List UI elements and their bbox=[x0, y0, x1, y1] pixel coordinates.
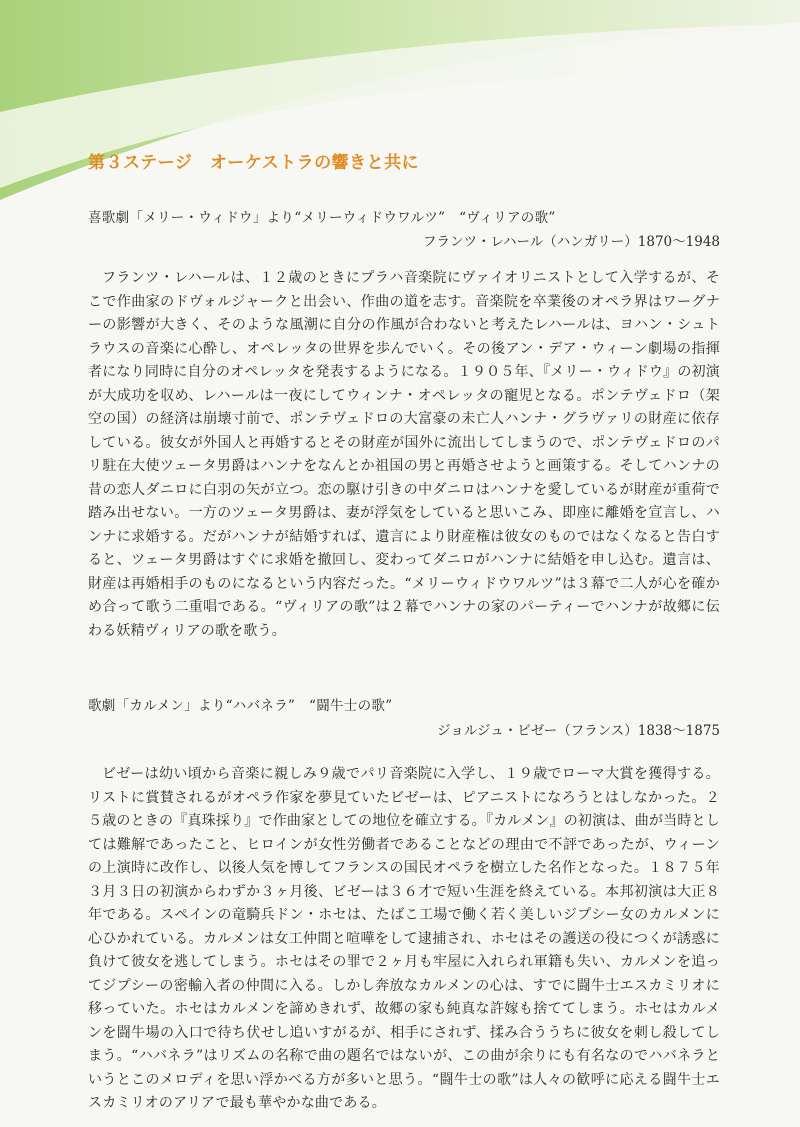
composer-lehar: フランツ・レハール（ハンガリー）1870〜1948 bbox=[423, 234, 720, 250]
description-merry-widow: フランツ・レハールは、１２歳のときにプラハ音楽院にヴァイオリニストとして入学するが、そこで作曲家のドヴォルジャークと出会い、作曲の道を志す。音楽院を卒業後のオペラ界はワーグナーの影響が大きく、そのような風潮に自分の作風が合わないと考えたレハールは、ヨハン・シュトラウスの音楽に心酔し、オペレッタの世界を歩んでいく。その後アン・デア・ウィーン劇場の指揮者になり同時に自分のオペレッタを発表するようになる。１９０５年、『メリー・ウィドウ』の初演が大成功を収め、レハールは一夜にしてウィンナ・オペレッタの寵児となる。ポンテヴェドロ（架空の国）の経済は崩壊寸前で、ポンテヴェドロの大富豪の未亡人ハンナ・グラヴァリの財産に依存している。彼女が外国人と再婚するとその財産が国外に流出してしまうので、ポンテヴェドロのパリ駐在大使ツェータ男爵はハンナをなんとか祖国の男と再婚させようと画策する。そしてハンナの昔の恋人ダニロに白羽の矢が立つ。恋の駆け引きの中ダニロはハンナを愛しているが財産が重荷で踏み出せない。一方のツェータ男爵は、妻が浮気をしていると思いこみ、即座に離婚を宣言し、ハンナに求婚する。だがハンナが結婚すれば、遺言により財産権は彼女のものではなくなると告白すると、ツェータ男爵はすぐに求婚を撤回し、変わってダニロがハンナに結婚を申し込む。遺言は、財産は再婚相手のものになるという内容だった。“メリーウィドウワルツ”は３幕で二人が心を確かめ合って歌う二重唱である。“ヴィリアの歌”は２幕でハンナの家のパーティーでハンナが故郷に伝わる妖精ヴィリアの歌を歌う。 bbox=[88, 270, 720, 639]
description-carmen: ビゼーは幼い頃から音楽に親しみ９歳でパリ音楽院に入学し、１９歳でローマ大賞を獲得する。リストに賞賛されるがオペラ作家を夢見ていたビゼーは、ピアニストになろうとはしなかった。２５歳のときの『真珠採り』で作曲家としての地位を確立する。『カルメン』の初演は、曲が当時としては難解であったこと、ヒロインが女性労働者であることなどの理由で不評であったが、ウィーンの上演時に改作し、以後人気を博してフランスの国民オペラを樹立した名作となった。１８７５年３月３日の初演からわずか３ヶ月後、ビゼーは３６才で短い生涯を終えている。本邦初演は大正８年である。スペインの竜騎兵ドン・ホセは、たばこ工場で働く若く美しいジプシー女のカルメンに心ひかれている。カルメンは女工仲間と喧嘩をして逮捕され、ホセはその護送の役につくが誘惑に負けて彼女を逃してしまう。ホセはその罪で２ヶ月も牢屋に入れられ軍籍も失い、カルメンを追ってジプシーの密輸入者の仲間に入る。しかし奔放なカルメンの心は、すでに闘牛士エスカミリオに移っていた。ホセはカルメンを諦めきれず、故郷の家も純真な許嫁も捨ててしまう。ホセはカルメンを闘牛場の入口で待ち伏せし追いすがるが、相手にされず、揉み合ううちに彼女を刺し殺してしまう。“ハバネラ”はリズムの名称で曲の題名ではないが、この曲が余りにも有名なのでハバネラというとこのメロディを思い浮かべる方が多いと思う。“闘牛士の歌”は人々の歓呼に応える闘牛士エスカミリオのアリアで最も華やかな曲である。 bbox=[88, 766, 720, 1111]
piece-title-carmen: 歌劇「カルメン」より“ハバネラ” “闘牛士の歌” bbox=[88, 698, 393, 714]
composer-bizet: ジョルジュ・ビゼー（フランス）1838〜1875 bbox=[437, 723, 720, 739]
piece-title-merry-widow: 喜歌劇「メリー・ウィドウ」より“メリーウィドウワルツ” “ヴィリアの歌” bbox=[88, 210, 556, 226]
stage-title: 第３ステージ オーケストラの響きと共に bbox=[88, 153, 420, 173]
